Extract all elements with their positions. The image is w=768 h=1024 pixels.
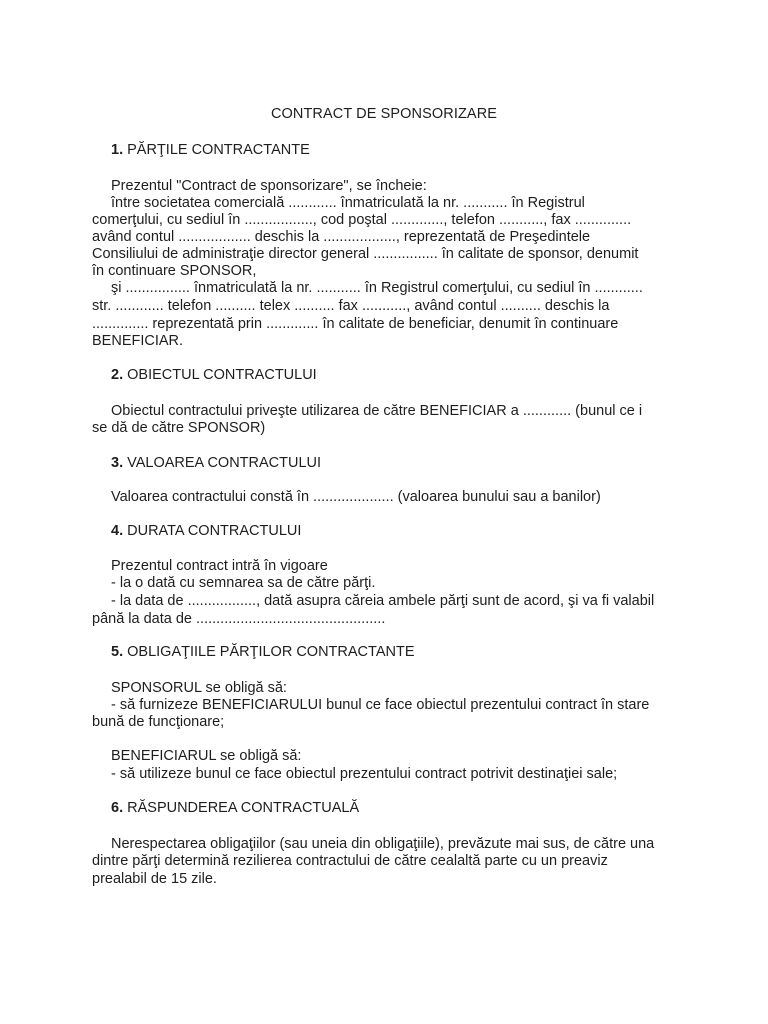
section-title: PĂRŢILE CONTRACTANTE: [127, 142, 310, 158]
section-heading-3: [111, 455, 321, 471]
paragraph-line: se dă de către SPONSOR): [92, 420, 266, 436]
section-heading-5: [111, 644, 414, 660]
section-heading-2: [111, 367, 317, 383]
paragraph-line: .............. reprezentată prin ............. în calitate de beneficiar, denumit în continuare: [92, 316, 619, 332]
paragraph-line: BENEFICIARUL se obligă să:: [111, 748, 302, 764]
paragraph-line: dintre părţi determină rezilierea contractului de către cealaltă parte cu un preaviz: [92, 853, 608, 869]
paragraph-line: - la data de ................., dată asupra căreia ambele părţi sunt de acord, şi va fi valabil: [111, 593, 655, 609]
paragraph-line: având contul .................. deschis la .................., reprezentată de Preşedintele: [92, 229, 591, 245]
section-number: 1.: [111, 142, 124, 158]
paragraph-line: Prezentul contract intră în vigoare: [111, 558, 328, 574]
document-title: CONTRACT DE SPONSORIZARE: [270, 106, 498, 122]
paragraph-line: - la o dată cu semnarea sa de către părţi.: [111, 575, 376, 591]
paragraph-line: bună de funcţionare;: [92, 714, 225, 730]
section-title: VALOAREA CONTRACTULUI: [127, 455, 322, 471]
section-number: 4.: [111, 523, 124, 539]
paragraph-line: şi ................ înmatriculată la nr. ........... în Registrul comerţului, cu sediul în ............: [111, 280, 643, 296]
paragraph-line: între societatea comercială ............ înmatriculată la nr. ........... în Registrul: [111, 195, 585, 211]
paragraph-line: Obiectul contractului priveşte utilizarea de către BENEFICIAR a ............ (bunul ce i: [111, 403, 643, 419]
paragraph-line: BENEFICIAR.: [92, 333, 184, 349]
paragraph-line: Consiliului de administraţie director general ................ în calitate de sponsor, denumit: [92, 246, 639, 262]
paragraph-line: prealabil de 15 zile.: [92, 871, 217, 887]
section-number: 2.: [111, 367, 124, 383]
paragraph-line: Prezentul "Contract de sponsorizare", se încheie:: [111, 178, 427, 194]
section-title: RĂSPUNDEREA CONTRACTUALĂ: [127, 800, 360, 816]
paragraph-line: Nerespectarea obligaţiilor (sau uneia din obligaţiile), prevăzute mai sus, de către una: [111, 836, 655, 852]
section-number: 3.: [111, 455, 124, 471]
paragraph-line: până la data de ...............................................: [92, 611, 386, 627]
section-title: OBLIGAŢIILE PĂRŢILOR CONTRACTANTE: [127, 644, 415, 660]
section-heading-4: [111, 523, 301, 539]
paragraph-line: str. ............ telefon .......... telex .......... fax ..........., având contul .......... deschis la: [92, 298, 610, 314]
paragraph-line: SPONSORUL se obligă să:: [111, 680, 287, 696]
paragraph-line: - să utilizeze bunul ce face obiectul prezentului contract potrivit destinaţiei sale;: [111, 766, 618, 782]
section-title: DURATA CONTRACTULUI: [127, 523, 302, 539]
section-number: 6.: [111, 800, 124, 816]
paragraph-line: în continuare SPONSOR,: [92, 263, 257, 279]
paragraph-line: - să furnizeze BENEFICIARULUI bunul ce face obiectul prezentului contract în stare: [111, 697, 650, 713]
section-title: OBIECTUL CONTRACTULUI: [127, 367, 317, 383]
paragraph-line: Valoarea contractului constă în .................... (valoarea bunului sau a banilor): [111, 489, 601, 505]
section-heading-6: [111, 800, 359, 816]
section-heading-1: [111, 142, 310, 158]
section-number: 5.: [111, 644, 124, 660]
paragraph-line: comerţului, cu sediul în ................., cod poştal ............., telefon ..........., fax ..............: [92, 212, 632, 228]
